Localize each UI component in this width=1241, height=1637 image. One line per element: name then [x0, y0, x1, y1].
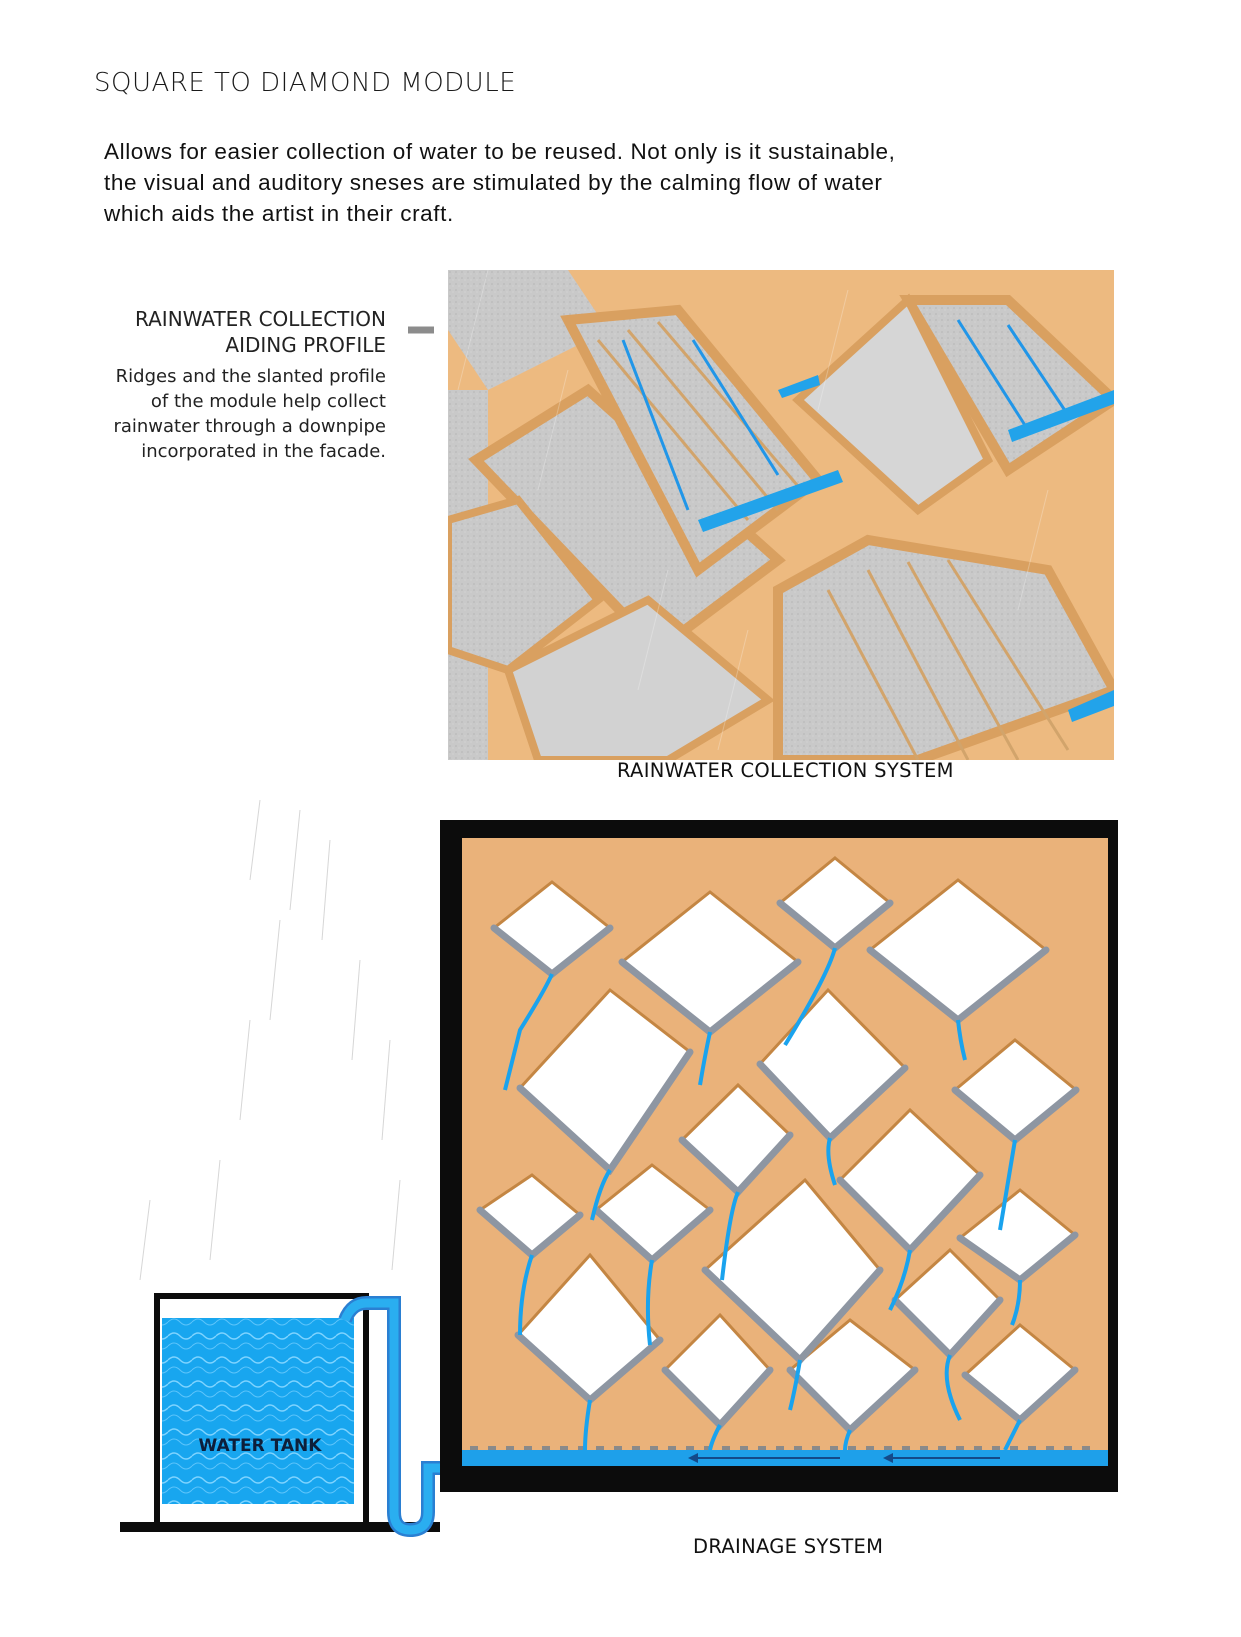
rainwater-collection-render	[448, 270, 1114, 760]
callout-rainwater-profile	[60, 306, 386, 464]
callout-heading: RAINWATER COLLECTION	[135, 307, 386, 331]
caption-drainage-system: DRAINAGE SYSTEM	[693, 1535, 884, 1558]
callout-text: rainwater through a downpipe	[113, 416, 386, 437]
intro-line: which aids the artist in their craft.	[104, 201, 454, 226]
callout-text: Ridges and the slanted profile	[115, 366, 386, 387]
callout-heading: AIDING PROFILE	[225, 333, 386, 357]
intro-line: Allows for easier collection of water to be reused. Not only is it sustainable,	[104, 139, 896, 164]
intro-paragraph	[104, 136, 1044, 229]
water-tank	[157, 1295, 366, 1522]
water-tank-label: WATER TANK	[198, 1436, 322, 1456]
drainage-system-diagram	[0, 800, 1241, 1590]
intro-line: the visual and auditory sneses are stimulated by the calming flow of water	[104, 170, 883, 195]
caption-rainwater-collection: RAINWATER COLLECTION SYSTEM	[617, 759, 954, 782]
page-title: SQUARE TO DIAMOND MODULE	[94, 68, 517, 98]
callout-text: of the module help collect	[150, 391, 386, 412]
rain-texture	[140, 800, 400, 1280]
callout-text: incorporated in the facade.	[141, 441, 386, 462]
